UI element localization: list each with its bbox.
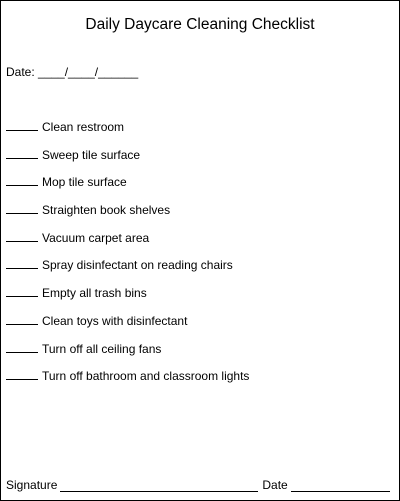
checklist-item-label: Spray disinfectant on reading chairs — [42, 258, 233, 273]
checklist-item-label: Clean restroom — [42, 120, 125, 134]
checkbox-blank[interactable] — [6, 147, 38, 159]
checkbox-blank[interactable] — [6, 202, 38, 214]
checkbox-blank[interactable] — [6, 119, 38, 131]
checklist-item — [6, 341, 249, 369]
signature-line[interactable] — [60, 480, 258, 492]
checkbox-blank[interactable] — [6, 313, 38, 325]
checklist-item-label: Straighten book shelves — [42, 203, 171, 218]
checklist-item-label: Sweep tile surface — [42, 147, 141, 162]
signature-date-label: Date — [262, 478, 288, 492]
checkbox-blank[interactable] — [6, 368, 38, 380]
checklist-item-label: Turn off all ceiling fans — [42, 341, 162, 356]
checklist-item — [6, 257, 249, 285]
checkbox-blank[interactable] — [6, 174, 38, 186]
checklist-item-label: Empty all trash bins — [42, 286, 147, 301]
checklist — [6, 119, 249, 396]
checklist-item — [6, 174, 249, 202]
checklist-item — [6, 230, 249, 258]
checkbox-blank[interactable] — [6, 257, 38, 269]
checkbox-blank[interactable] — [6, 341, 38, 353]
checklist-item-label: Vacuum carpet area — [42, 230, 150, 245]
checkbox-blank[interactable] — [6, 230, 38, 242]
checklist-item — [6, 368, 249, 396]
signature-label: Signature — [6, 478, 58, 492]
checklist-item-label: Clean toys with disinfectant — [42, 313, 188, 328]
page-title: Daily Daycare Cleaning Checklist — [85, 16, 315, 33]
signature-row — [6, 478, 394, 492]
checklist-item — [6, 119, 249, 147]
checklist-item — [6, 285, 249, 313]
checklist-item — [6, 147, 249, 175]
checklist-item-label: Turn off bathroom and classroom lights — [42, 369, 250, 384]
checklist-item — [6, 202, 249, 230]
checklist-item-label: Mop tile surface — [42, 175, 127, 190]
checkbox-blank[interactable] — [6, 285, 38, 297]
date-line: Date: ____/____/______ — [6, 65, 139, 79]
checklist-item — [6, 313, 249, 341]
signature-date-line[interactable] — [291, 480, 390, 492]
